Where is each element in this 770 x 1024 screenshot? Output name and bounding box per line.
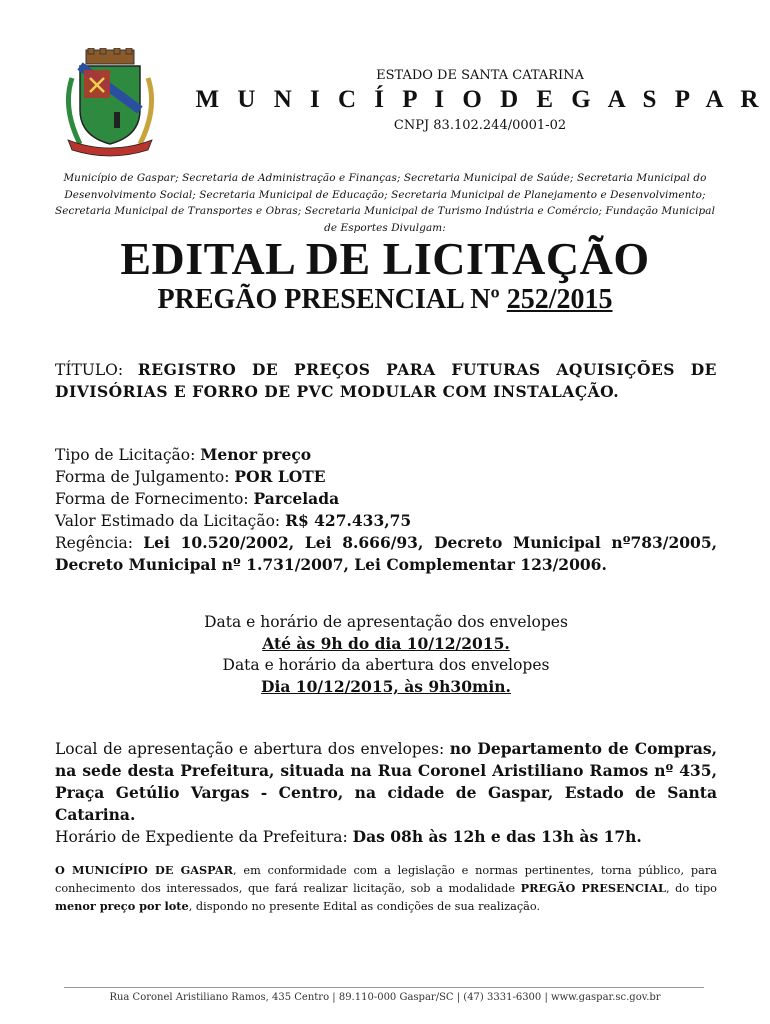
page-title: EDITAL DE LICITAÇÃO <box>120 233 650 284</box>
footer-divider <box>64 987 704 988</box>
forma-julgamento-line <box>55 466 717 488</box>
local-value: no Departamento de Compras, na sede desta Prefeitura, situada na Rua Coronel Aristiliano Ramos nº 435, Praça Getúlio Vargas - Centro, na cidade de Gaspar, Estado de Santa Catarina. <box>55 739 717 824</box>
horario-value: Das 08h às 12h e das 13h às 17h. <box>352 827 642 846</box>
horario-label: Horário de Expediente da Prefeitura: <box>55 828 353 846</box>
forma-fornecimento-label: Forma de Fornecimento: <box>55 490 254 508</box>
pregao-number: 252/2015 <box>506 284 613 315</box>
intro-bold-3: menor preço por lote <box>55 898 189 913</box>
apresentacao-label: Data e horário de apresentação dos envelopes <box>204 613 568 631</box>
regencia-label: Regência: <box>55 534 144 552</box>
state-name: ESTADO DE SANTA CATARINA <box>376 68 584 83</box>
valor-label: Valor Estimado da Licitação: <box>55 512 286 530</box>
subtitle-prefix: PREGÃO PRESENCIAL Nº <box>157 284 507 315</box>
abertura-label: Data e horário da abertura dos envelopes <box>222 656 550 674</box>
abertura-value: Dia 10/12/2015, às 9h30min. <box>261 677 511 696</box>
local-section <box>55 738 717 848</box>
horario-line <box>55 826 717 848</box>
titulo-label: TÍTULO: <box>55 361 138 379</box>
intro-bold-1: O MUNICÍPIO DE GASPAR <box>55 863 233 877</box>
regencia-value: Lei 10.520/2002, Lei 8.666/93, Decreto Municipal nº783/2005, Decreto Municipal nº 1.731/2007, Lei Complementar 123/2006. <box>55 533 717 574</box>
forma-julgamento-label: Forma de Julgamento: <box>55 468 235 486</box>
forma-fornecimento-line <box>55 488 717 510</box>
local-line <box>55 738 717 826</box>
cnpj: CNPJ 83.102.244/0001-02 <box>393 118 567 133</box>
apresentacao-value: Até às 9h do dia 10/12/2015. <box>262 634 510 653</box>
intro-text-3: , dispondo no presente Edital as condições de sua realização. <box>188 899 541 913</box>
footer-address: Rua Coronel Aristiliano Ramos, 435 Centro | 89.110-000 Gaspar/SC | (47) 3331-6300 | www.gaspar.sc.gov.br <box>109 992 661 1003</box>
titulo-value: REGISTRO DE PREÇOS PARA FUTURAS AQUISIÇÕES DE DIVISÓRIAS E FORRO DE PVC MODULAR COM INSTALAÇÃO. <box>55 360 717 401</box>
intro-text-2: , do tipo <box>665 881 717 895</box>
valor-value: R$ 427.433,75 <box>285 511 412 530</box>
local-label: Local de apresentação e abertura dos envelopes: <box>55 740 450 758</box>
tipo-label: Tipo de Licitação: <box>55 446 201 464</box>
intro-paragraph <box>55 862 717 915</box>
coat-of-arms-logo <box>58 48 162 158</box>
municipality-name: M U N I C Í P I O D E G A S P A R <box>195 86 765 113</box>
licitacao-info <box>55 444 717 576</box>
page-subtitle <box>0 284 770 316</box>
dates-section <box>55 612 717 698</box>
tipo-value: Menor preço <box>200 445 312 464</box>
forma-julgamento-value: POR LOTE <box>234 467 326 486</box>
titulo-paragraph <box>55 359 717 403</box>
tipo-line <box>55 444 717 466</box>
valor-line <box>55 510 717 532</box>
forma-fornecimento-value: Parcelada <box>253 489 340 508</box>
intro-bold-2: PREGÃO PRESENCIAL <box>520 880 666 895</box>
secretarias-list: Município de Gaspar; Secretaria de Administração e Finanças; Secretaria Municipal de Saúde; Secretaria Municipal do Desenvolvimento Social; Secretaria Municipal de Educação; Secretaria Municipal de Planejamento e Desenvolvimento; Secretaria Municipal de Transportes e Obras; Secretaria Municipal de Turismo Indústria e Comércio; Fundação Municipal de Esportes Divulgam: <box>54 172 715 234</box>
intro-text-1: , em conformidade com a legislação e normas pertinentes, torna público, para conhecimento dos interessados, que fará realizar licitação, sob a modalidade <box>55 864 717 895</box>
regencia-line <box>55 532 717 576</box>
